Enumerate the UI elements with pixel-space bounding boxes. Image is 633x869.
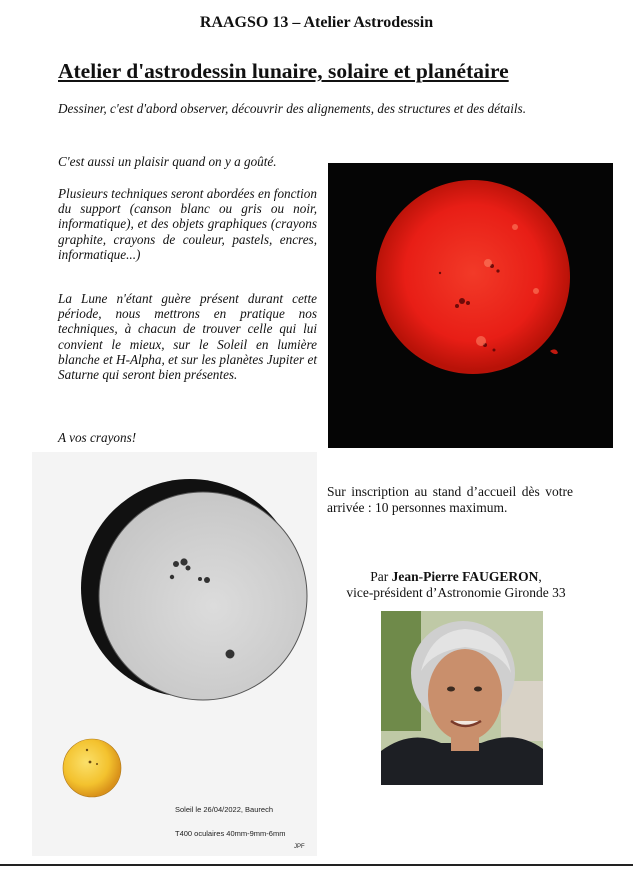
drawing-initials: JPF	[294, 844, 305, 850]
author-name: Jean-Pierre FAUGERON	[391, 569, 539, 584]
author-role: vice-président d’Astronomie Gironde 33	[346, 585, 566, 600]
author-suffix: ,	[538, 569, 542, 584]
drawing-caption-scope: T400 oculaires 40mm-9mm-6mm	[175, 829, 286, 838]
author-block	[323, 569, 589, 601]
drawing-caption-date: Soleil le 26/04/2022, Baurech	[175, 805, 273, 814]
intro-paragraph: Dessiner, c'est d'abord observer, découvrir des alignements, des structures et des détails.	[58, 101, 526, 116]
author-portrait	[381, 611, 543, 785]
portrait-image	[381, 611, 543, 785]
bottom-divider	[0, 864, 633, 866]
techniques-paragraph: Plusieurs techniques seront abordées en fonction du support (canson blanc ou gris ou noir, informatique), et des objets graphiques (crayons graphite, crayons de couleur, pastels, encres, informatique...)	[58, 186, 317, 262]
pleasure-paragraph: C'est aussi un plaisir quand on y a goûté.	[58, 154, 277, 169]
closing-paragraph: A vos crayons!	[58, 430, 137, 445]
header-title: RAAGSO 13 – Atelier Astrodessin	[199, 14, 434, 31]
registration-info: Sur inscription au stand d’accueil dès votre arrivée : 10 personnes maximum.	[327, 484, 573, 515]
author-prefix: Par	[370, 569, 392, 584]
author-line	[323, 569, 589, 585]
halpha-sun-photo	[328, 163, 613, 448]
sun-sketch-image	[32, 452, 317, 856]
page-title: Atelier d'astrodessin lunaire, solaire et planétaire	[58, 59, 509, 83]
sun-drawing	[32, 452, 317, 856]
program-paragraph: La Lune n'étant guère présent durant cette période, nous mettrons en pratique nos techniques, à chacun de trouver celle qui lui convient le mieux, sur le Soleil en lumière blanche et H-Alpha, et sur les planètes Jupiter et Saturne qui seront bien présentes.	[58, 291, 317, 383]
red-sun-image	[328, 163, 613, 448]
